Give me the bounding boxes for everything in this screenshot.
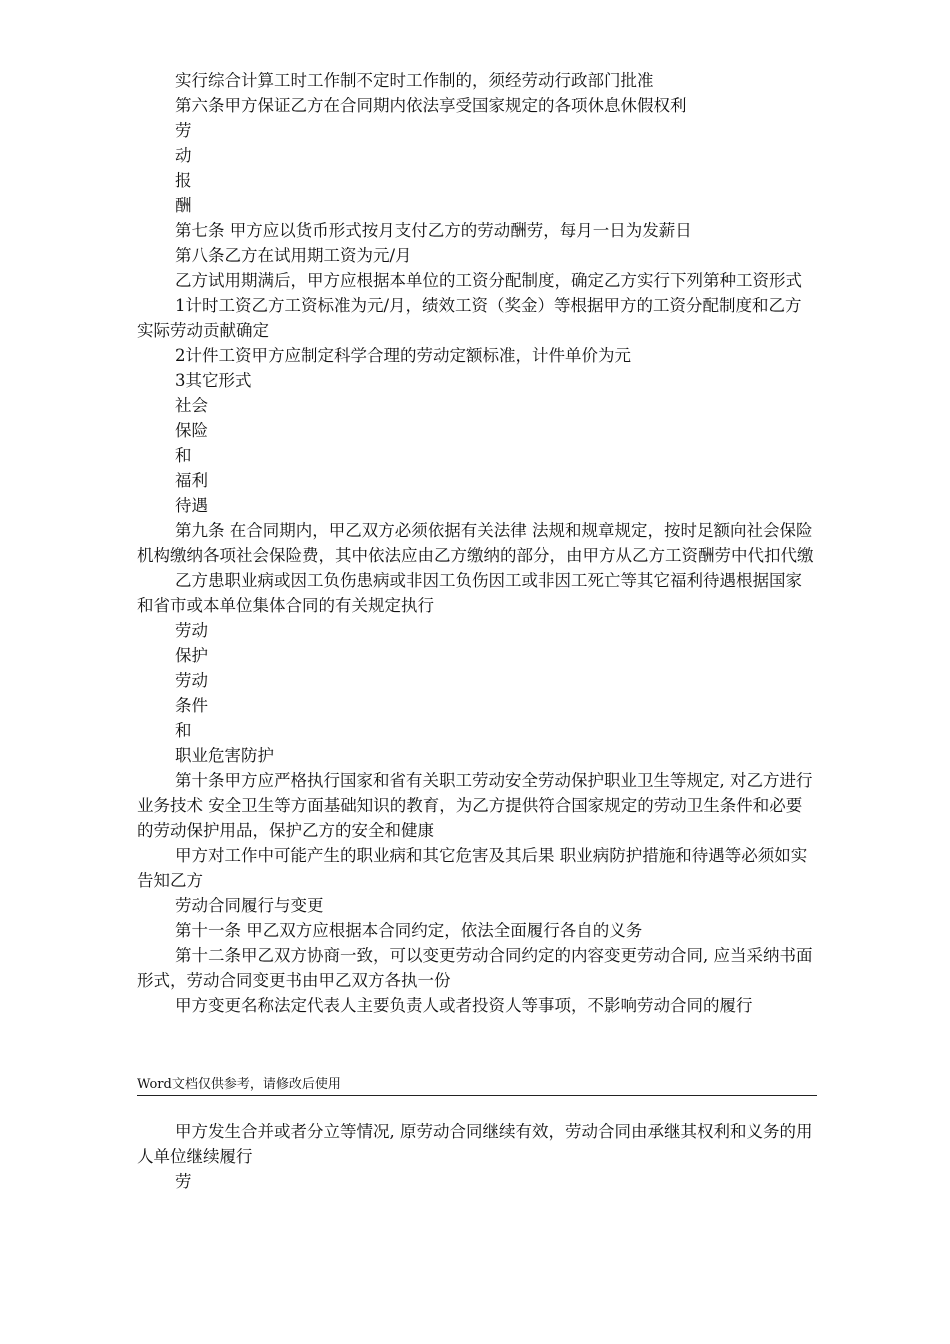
section-heading-char: 动 [175,146,192,165]
paragraph: 第八条乙方在试用期工资为元/月 [175,246,412,265]
section-heading-part: 福利 [175,471,208,490]
paragraph: 第九条 在合同期内，甲乙双方必须依据有关法律 法规和规章规定，按时足额向社会保险机构缴纳各项社会保险费，其中依法应由乙方缴纳的部分，由甲方从乙方工资酬劳中代扣代缴 [137,521,814,565]
section-heading-char: 劳 [175,121,192,140]
section-heading-part: 和 [175,721,192,740]
body-text-bottom [137,1119,817,1194]
section-heading-part: 社会 [175,396,208,415]
section-heading-part: 职业危害防护 [175,746,274,765]
section-heading-part: 待遇 [175,496,208,515]
section-heading: 劳动合同履行与变更 [175,896,324,915]
section-heading-part: 条件 [175,696,208,715]
section-heading-char: 劳 [175,1172,192,1191]
footer-note: Word文档仅供参考，请修改后使用 [137,1077,817,1096]
paragraph: 乙方试用期满后，甲方应根据本单位的工资分配制度，确定乙方实行下列第种工资形式 [175,271,802,290]
paragraph: 第十一条 甲乙双方应根据本合同约定，依法全面履行各自的义务 [175,921,643,940]
section-heading-part: 保护 [175,646,208,665]
paragraph: 第七条 甲方应以货币形式按月支付乙方的劳动酬劳，每月一日为发薪日 [175,221,692,240]
paragraph: 第十二条甲乙双方协商一致，可以变更劳动合同约定的内容变更劳动合同, 应当采纳书面形式，劳动合同变更书由甲乙双方各执一份 [137,946,813,990]
body-text-top [137,68,817,1018]
paragraph: 甲方发生合并或者分立等情况, 原劳动合同继续有效，劳动合同由承继其权利和义务的用人单位继续履行 [137,1122,813,1166]
section-heading-part: 劳动 [175,621,208,640]
section-heading-part: 劳动 [175,671,208,690]
paragraph: 3其它形式 [175,371,252,390]
paragraph: 1计时工资乙方工资标准为元/月，绩效工资（奖金）等根据甲方的工资分配制度和乙方实际劳动贡献确定 [137,296,802,340]
paragraph: 第十条甲方应严格执行国家和省有关职工劳动安全劳动保护职业卫生等规定, 对乙方进行业务技术 安全卫生等方面基础知识的教育，为乙方提供符合国家规定的劳动卫生条件和必要的劳动保护用品，保护乙方的安全和健康 [137,771,813,840]
section-heading-part: 保险 [175,421,208,440]
paragraph: 甲方变更名称法定代表人主要负责人或者投资人等事项，不影响劳动合同的履行 [175,996,753,1015]
paragraph: 第六条甲方保证乙方在合同期内依法享受国家规定的各项休息休假权利 [175,96,687,115]
paragraph: 乙方患职业病或因工负伤患病或非因工负伤因工或非因工死亡等其它福利待遇根据国家和省市或本单位集体合同的有关规定执行 [137,571,802,615]
paragraph: 甲方对工作中可能产生的职业病和其它危害及其后果 职业病防护措施和待遇等必须如实告知乙方 [137,846,808,890]
section-heading-char: 酬 [175,196,192,215]
paragraph: 2计件工资甲方应制定科学合理的劳动定额标准，计件单价为元 [175,346,631,365]
paragraph: 实行综合计算工时工作制不定时工作制的，须经劳动行政部门批准 [175,71,654,90]
section-heading-part: 和 [175,446,192,465]
section-heading-char: 报 [175,171,192,190]
